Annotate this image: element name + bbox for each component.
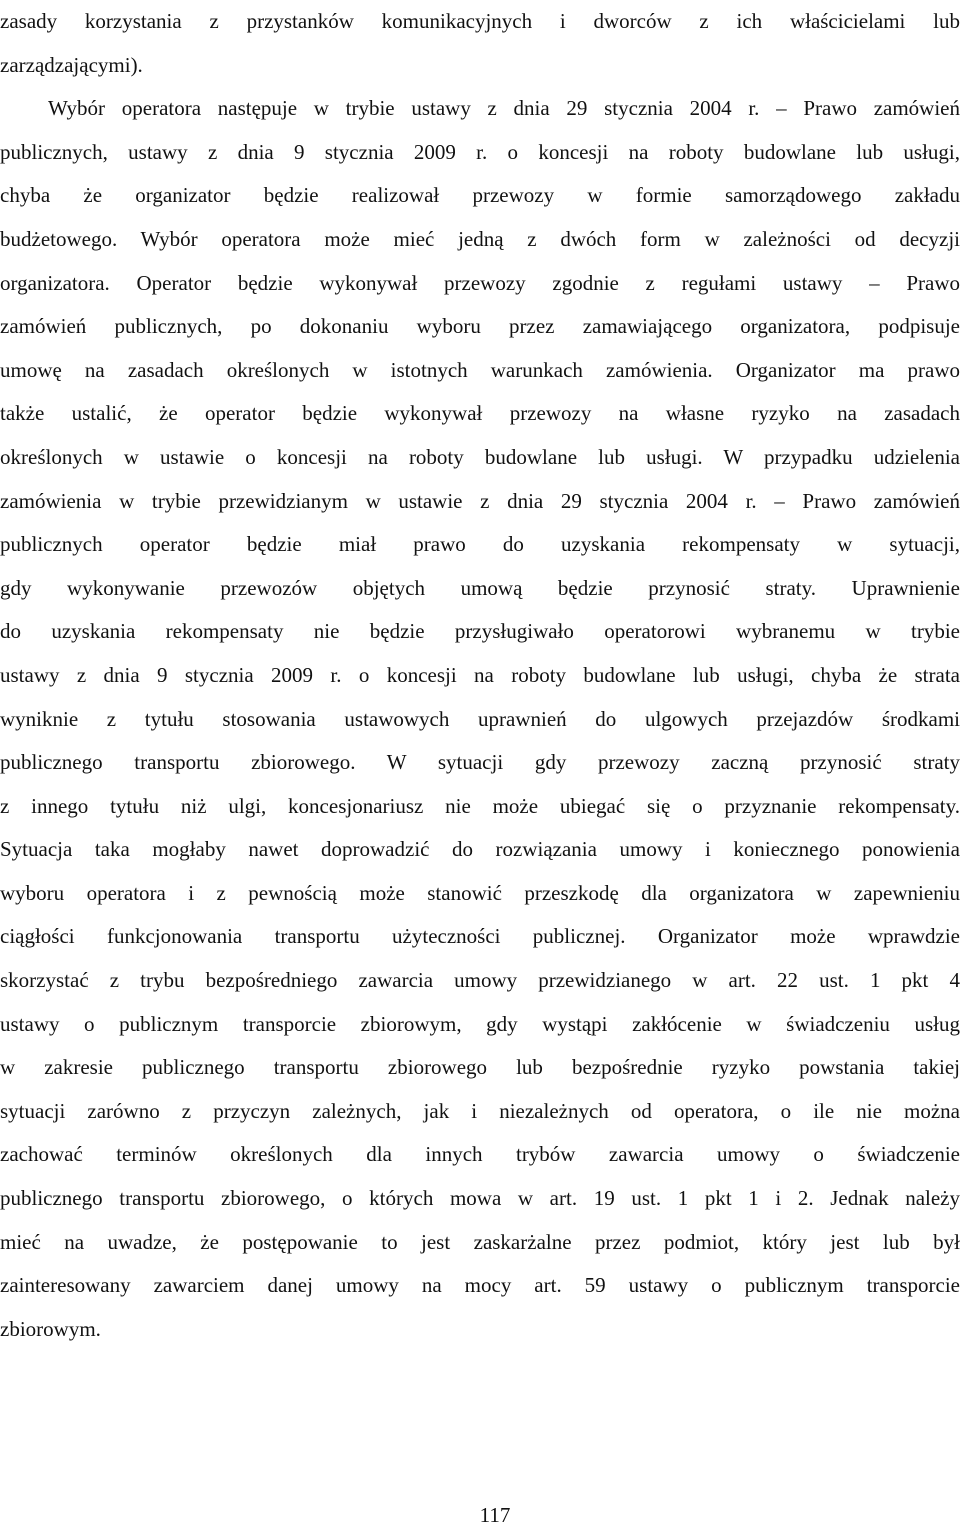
text-line: umowę na zasadach określonych w istotnych warunkach zamówienia. Organizator ma prawo	[0, 357, 960, 382]
text-line: określonych w ustawie o koncesji na roboty budowlane lub usługi. W przypadku udzielenia	[0, 444, 960, 469]
text-line: zamówienia w trybie przewidzianym w ustawie z dnia 29 stycznia 2004 r. – Prawo zamówień	[0, 488, 960, 513]
text-line: zachować terminów określonych dla innych trybów zawarcia umowy o świadczenie	[0, 1142, 960, 1167]
text-line: wyboru operatora i z pewnością może stanowić przeszkodę dla organizatora w zapewnieniu	[0, 880, 960, 905]
text-line: sytuacji zarówno z przyczyn zależnych, jak i niezależnych od operatora, o ile nie można	[0, 1098, 960, 1123]
text-line: Wybór operatora następuje w trybie ustawy z dnia 29 stycznia 2004 r. – Prawo zamówień	[48, 96, 960, 121]
text-line: mieć na uwadze, że postępowanie to jest zaskarżalne przez podmiot, który jest lub był	[0, 1229, 960, 1254]
text-line: z innego tytułu niż ulgi, koncesjonariusz nie może ubiegać się o przyznanie rekompensaty.	[0, 793, 960, 818]
text-line: gdy wykonywanie przewozów objętych umową będzie przynosić straty. Uprawnienie	[0, 575, 960, 600]
text-line: do uzyskania rekompensaty nie będzie przysługiwało operatorowi wybranemu w trybie	[0, 619, 960, 644]
text-line: wyniknie z tytułu stosowania ustawowych uprawnień do ulgowych przejazdów środkami	[0, 706, 960, 731]
text-line: także ustalić, że operator będzie wykonywał przewozy na własne ryzyko na zasadach	[0, 401, 960, 426]
text-line: budżetowego. Wybór operatora może mieć jedną z dwóch form w zależności od decyzji	[0, 226, 960, 251]
text-line: ustawy o publicznym transporcie zbiorowym, gdy wystąpi zakłócenie w świadczeniu usług	[0, 1011, 960, 1036]
text-line: publicznego transportu zbiorowego, o których mowa w art. 19 ust. 1 pkt 1 i 2. Jednak należy	[0, 1186, 960, 1211]
text-line: organizatora. Operator będzie wykonywał przewozy zgodnie z regułami ustawy – Prawo	[0, 270, 960, 295]
text-line: ciągłości funkcjonowania transportu użyteczności publicznej. Organizator może wprawdzie	[0, 924, 960, 949]
text-line: w zakresie publicznego transportu zbiorowego lub bezpośrednie ryzyko powstania takiej	[0, 1055, 960, 1080]
text-line: zamówień publicznych, po dokonaniu wyboru przez zamawiającego organizatora, podpisuje	[0, 314, 960, 339]
page-number: 117	[479, 1503, 511, 1527]
text-line: publicznego transportu zbiorowego. W sytuacji gdy przewozy zaczną przynosić straty	[0, 750, 960, 775]
text-line: Sytuacja taka mogłaby nawet doprowadzić do rozwiązania umowy i koniecznego ponowienia	[0, 837, 960, 862]
text-line: zarządzającymi).	[0, 52, 143, 77]
text-line: ustawy z dnia 9 stycznia 2009 r. o koncesji na roboty budowlane lub usługi, chyba że strata	[0, 662, 960, 687]
text-line: zainteresowany zawarciem danej umowy na mocy art. 59 ustawy o publicznym transporcie	[0, 1273, 960, 1298]
text-line: chyba że organizator będzie realizował przewozy w formie samorządowego zakładu	[0, 183, 960, 208]
text-line: zbiorowym.	[0, 1316, 101, 1341]
text-line: skorzystać z trybu bezpośredniego zawarcia umowy przewidzianego w art. 22 ust. 1 pkt 4	[0, 968, 960, 993]
text-line: publicznych operator będzie miał prawo do uzyskania rekompensaty w sytuacji,	[0, 532, 960, 557]
text-line: publicznych, ustawy z dnia 9 stycznia 2009 r. o koncesji na roboty budowlane lub usługi,	[0, 139, 960, 164]
text-line: zasady korzystania z przystanków komunikacyjnych i dworców z ich właścicielami lub	[0, 9, 960, 33]
